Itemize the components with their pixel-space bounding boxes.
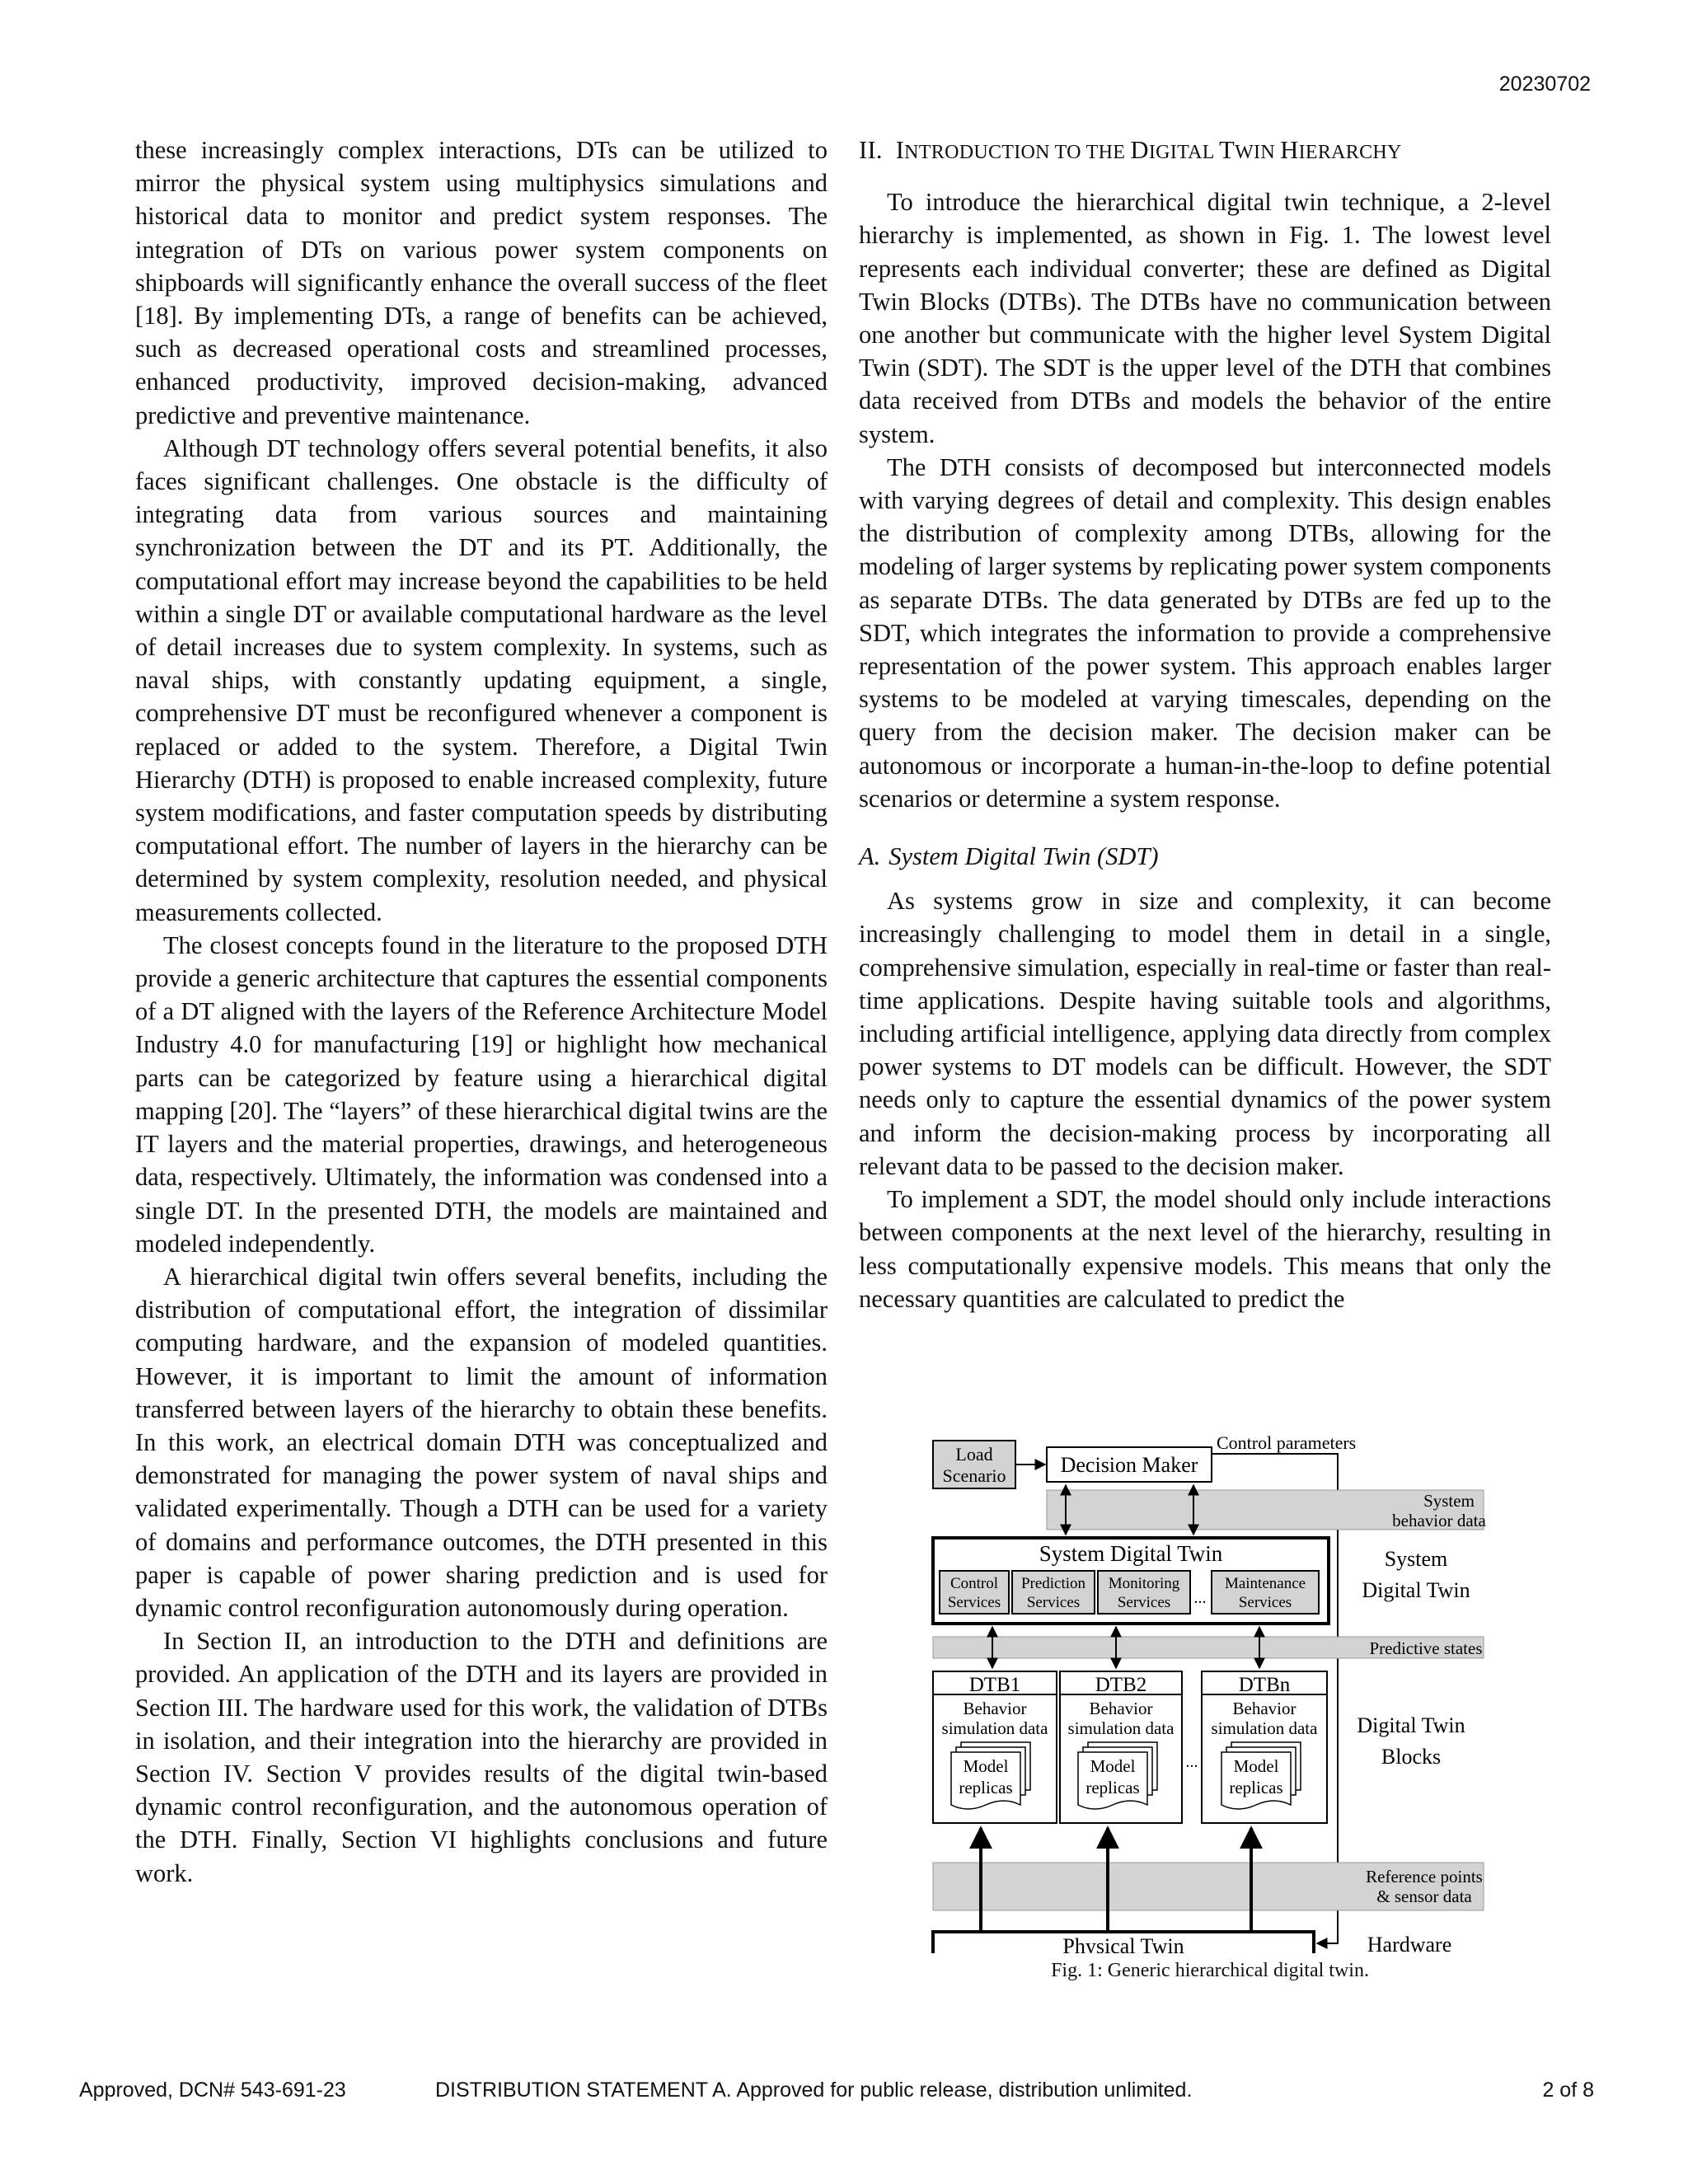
header-date: 20230702 [1498, 73, 1591, 96]
dtb-title: DTB2 [1095, 1674, 1147, 1696]
reference-points-label: Reference points [1366, 1867, 1483, 1886]
level-label-blocks: Digital Twin [1357, 1713, 1465, 1737]
load-scenario-label: Scenario [942, 1465, 1006, 1486]
service-label: Services [1026, 1594, 1081, 1611]
physical-twin-label: Physical Twin [1062, 1934, 1184, 1953]
diagram-svg [921, 1434, 1498, 1953]
paragraph: The DTH consists of decomposed but interconnected models with varying degrees of detail and complexity. This design enables the distribution of complexity among DTBs, allowing for the modeling of larger systems by replicating power system components as separate DTBs. The data generated by DTBs are fed up to the SDT, which integrates the information to provide a comprehensive representation of the power system. This approach enables larger systems to be modeled at varying timescales, depending on the query from the decision maker. The decision maker can be autonomous or incorporate a human-in-the-loop to define potential scenarios or determine a system response. [859, 452, 1551, 813]
figure-caption: Fig. 1: Generic hierarchical digital twin. [1051, 1960, 1369, 1981]
service-label: Prediction [1020, 1575, 1086, 1592]
service-label: Services [1238, 1594, 1292, 1611]
dtb-block [933, 1671, 1057, 1823]
behavior-label: Behavior [1232, 1699, 1296, 1718]
dtb-title: DTB1 [968, 1674, 1021, 1696]
paragraph: Although DT technology offers several potential benefits, it also faces significant challenges. One obstacle is the difficulty of integrating data from various sources and maintaining synchronization between the DT and its PT. Additionally, the computational effort may increase beyond the capabilities to be held within a single DT or available computational hardware as the level of detail increases due to system complexity. In systems, such as naval ships, with constantly updating equipment, a single, comprehensive DT must be reconfigured whenever a component is replaced or added to the system. Therefore, a Digital Twin Hierarchy (DTH) is proposed to enable increased complexity, future system modifications, and faster computation speeds by distributing computational effort. The number of layers in the hierarchy can be determined by system complexity, resolution needed, and physical measurements collected. [135, 434, 828, 926]
reference-points-label: & sensor data [1376, 1886, 1472, 1906]
behavior-label: simulation data [1067, 1718, 1175, 1738]
subsection-heading: A. System Digital Twin (SDT) [859, 842, 1159, 871]
service-label: Monitoring [1108, 1575, 1180, 1592]
ellipsis: ... [1193, 1589, 1207, 1607]
dtb-block [1202, 1671, 1327, 1823]
paragraph: As systems grow in size and complexity, it can become increasingly challenging to model them in detail in a single, comprehensive simulation, especially in real-time or faster than real-time applications. Despite having suitable tools and algorithms, including artificial intelligence, applying data directly from complex power systems to DT models can be difficult. However, the SDT needs only to capture the essential dynamics of the power system and inform the decision-making process by incorporating all relevant data to be passed to the decision maker. [859, 887, 1551, 1180]
footer-page-number: 2 of 8 [1542, 2079, 1594, 2102]
load-scenario-label: Load [955, 1444, 993, 1465]
level-label-system: System [1384, 1547, 1448, 1571]
model-replicas-label: Model [963, 1756, 1009, 1776]
control-parameters-label: Control parameters [1217, 1434, 1357, 1453]
service-label: Control [950, 1575, 999, 1592]
left-column [135, 134, 828, 1890]
paragraph: In Section II, an introduction to the DTH and definitions are provided. An application of the DTH and its layers are provided in Section III. The hardware used for this work, the validation of DTBs in isolation, and their integration into the hierarchy are provided in Section IV. Section V provides results of the digital twin-based dynamic control reconfiguration, and the autonomous operation of the DTH. Finally, Section VI highlights conclusions and future work. [135, 1627, 828, 1887]
behavior-label: simulation data [1211, 1718, 1318, 1738]
right-column [859, 134, 1551, 1315]
paragraph: The closest concepts found in the literature to the proposed DTH provide a generic architecture that captures the essential components of a DT aligned with the layers of the Reference Architecture Model Industry 4.0 for manufacturing [19] or highlight how mechanical parts can be categorized by feature using a hierarchical digital mapping [20]. The “layers” of these hierarchical digital twins are the IT layers and the material properties, drawings, and heterogeneous data, respectively. Ultimately, the information was condensed into a single DT. In the presented DTH, the models are maintained and modeled independently. [135, 930, 828, 1258]
system-behavior-label: behavior data [1392, 1511, 1486, 1530]
dtb-title: DTBn [1238, 1674, 1291, 1696]
paragraph: To implement a SDT, the model should only include interactions between components at the next level of the hierarchy, resulting in less computationally expensive models. This means that only the necessary quantities are calculated to predict the [859, 1185, 1551, 1313]
footer-distribution: DISTRIBUTION STATEMENT A. Approved for public release, distribution unlimited. [435, 2079, 1193, 2102]
service-label: Services [1117, 1594, 1171, 1611]
behavior-label: Behavior [1089, 1699, 1153, 1718]
paragraph: To introduce the hierarchical digital twin technique, a 2-level hierarchy is implemented, as shown in Fig. 1. The lowest level represents each individual converter; these are defined as Digital Twin Blocks (DTBs). The DTBs have no communication between one another but communicate with the higher level System Digital Twin (SDT). The SDT is the upper level of the DTH that combines data received from DTBs and models the behavior of the entire system. [859, 188, 1551, 448]
dtb-block [1060, 1671, 1182, 1823]
behavior-label: Behavior [963, 1699, 1027, 1718]
paragraph: A hierarchical digital twin offers several benefits, including the distribution of computational effort, the integration of dissimilar computing hardware, and the expansion of modeled quantities. However, it is important to limit the amount of information transferred between layers of the hierarchy to obtain these benefits. In this work, an electrical domain DTH was conceptualized and demonstrated for managing the power system of naval ships and validated experimentally. Though a DTH can be used for a variety of domains and performance outcomes, the DTH presented in this paper is capable of power sharing prediction and is used for dynamic control reconfiguration autonomously during operation. [135, 1262, 828, 1622]
system-behavior-label: System [1423, 1491, 1475, 1511]
paragraph: these increasingly complex interactions, DTs can be utilized to mirror the physical system using multiphysics simulations and historical data to monitor and predict system responses. The integration of DTs on various power system components on shipboards will significantly enhance the overall success of the fleet [18]. By implementing DTs, a range of benefits can be achieved, such as decreased operational costs and streamlined processes, enhanced productivity, improved decision-making, advanced predictive and preventive maintenance. [135, 136, 828, 429]
model-replicas-label: replicas [1229, 1778, 1283, 1797]
figure-hierarchy-diagram [921, 1434, 1498, 1957]
model-replicas-label: replicas [959, 1778, 1013, 1797]
ellipsis: ... [1185, 1753, 1198, 1771]
predictive-states-label: Predictive states [1369, 1638, 1483, 1658]
behavior-label: simulation data [941, 1718, 1048, 1738]
model-replicas-label: replicas [1085, 1778, 1140, 1797]
footer-approval: Approved, DCN# 543-691-23 [79, 2079, 346, 2102]
service-label: Maintenance [1224, 1575, 1306, 1592]
decision-maker-label: Decision Maker [1060, 1453, 1198, 1477]
sdt-title: System Digital Twin [1039, 1541, 1223, 1566]
level-label-system: Digital Twin [1362, 1578, 1470, 1602]
section-heading: II. INTRODUCTION TO THE DIGITAL TWIN HIERARCHY [859, 136, 1402, 164]
model-replicas-label: Model [1090, 1756, 1136, 1776]
model-replicas-label: Model [1233, 1756, 1279, 1776]
service-label: Services [947, 1594, 1001, 1611]
level-label-blocks: Blocks [1381, 1745, 1442, 1769]
level-label-hardware: Hardware [1367, 1933, 1452, 1953]
